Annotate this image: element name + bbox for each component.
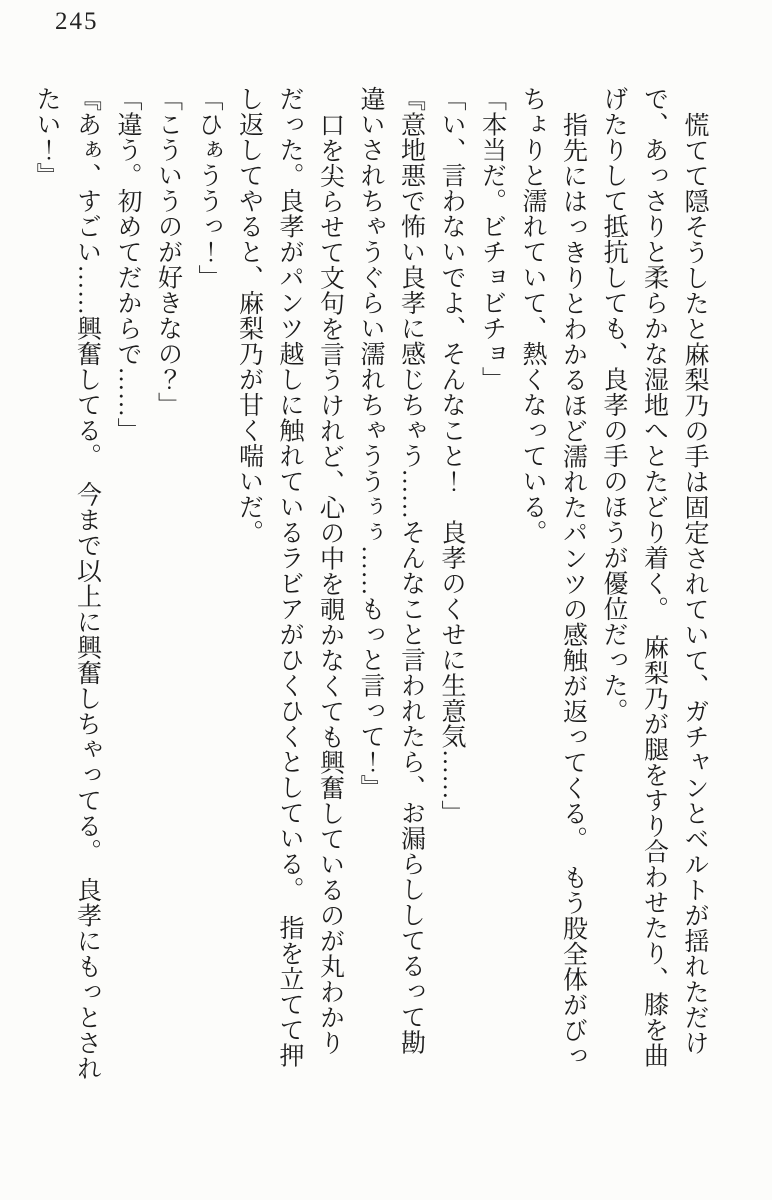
text-line: 「い、言わないでよ、そんなこと！ 良孝のくせに生意気……」 [438,86,465,826]
text-line: 「ひぁううっ！」 [195,86,222,290]
text-line: 慌てて隠そうしたと麻梨乃の手は固定されていて、ガチャンとベルトが揺れただけ [681,111,708,1055]
text-line: げたりして抵抗しても、良孝の手のほうが優位だった。 [600,86,627,724]
text-line: 「違う。初めてだからで……」 [114,86,141,443]
text-line: 『あぁ、すごい……興奮してる。 今まで以上に興奮しちゃってる。 良孝にもっとされ [73,86,101,1081]
text-line: 指先にはっきりとわかるほど濡れたパンツの感触が返ってくる。 もう股全体がびっ [559,111,587,1068]
text-line: 『意地悪で怖い良孝に感じちゃう……そんなこと言われたら、お漏らししてるって勘 [397,86,425,1055]
text-line: 違いされちゃうぐらい濡れちゃううぅぅ……もっと言って！』 [357,86,384,800]
text-line: し返してやると、麻梨乃が甘く喘いだ。 [235,86,263,545]
text-line: たい！』 [33,86,60,188]
text-line: 「こういうのが好きなの？」 [154,86,182,418]
text-line: 口を尖らせて文句を言うけれど、心の中を覗かなくても興奮しているのが丸わかり [316,111,344,1055]
text-line: 「本当だ。ビチョビチョ」 [478,86,506,392]
text-line: で、あっさりと柔らかな湿地へとたどり着く。 麻梨乃が腿をすり合わせたり、膝を曲 [640,86,668,1068]
novel-text-block [26,86,715,1106]
text-line: ちょりと濡れていて、熱くなっている。 [519,86,546,545]
text-line: だった。良孝がパンツ越しに触れているラビアがひくひくとしている。 指を立てて押 [276,86,303,1068]
page-number: 245 [55,8,99,35]
